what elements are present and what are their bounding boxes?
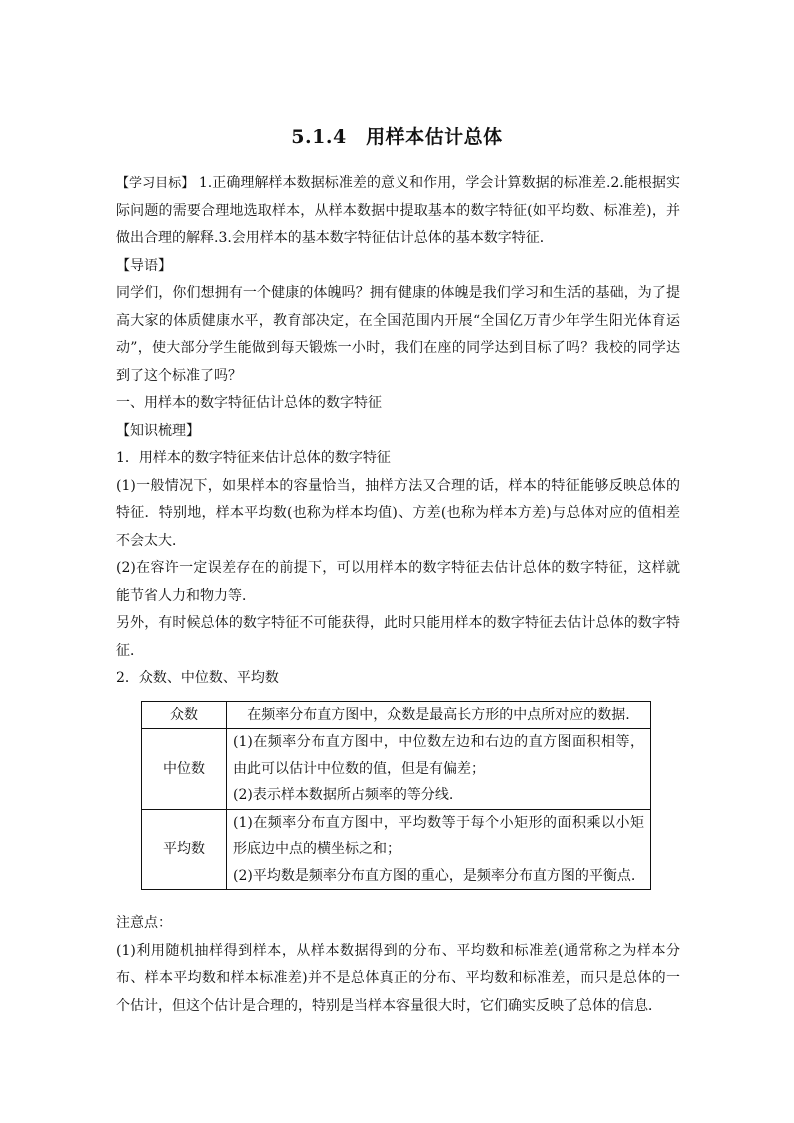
objectives-tag: 【学习目标】 <box>116 176 195 191</box>
table-desc-cell <box>227 809 651 890</box>
table-desc-line: (1)在频率分布直方图中，平均数等于每个小矩形的面积乘以小矩形底边中点的横坐标之和； <box>233 814 644 857</box>
item2-title: 2．众数、中位数、平均数 <box>116 670 279 686</box>
table-desc-line: (2)表示样本数据所占频率的等分线. <box>233 787 454 803</box>
objectives-paragraph <box>116 170 680 253</box>
notes-paragraph-1: (1)利用随机抽样得到样本，从样本数据得到的分布、平均数和标准差(通常称之为样本分布、样本平均数和样本标准差)并不是总体真正的分布、平均数和标准差，而只是总体的一个估计，但这个估计是合理的，特别是当样本容量很大时，它们确实反映了总体的信息． <box>116 942 680 1014</box>
knowledge-tag: 【知识梳理】 <box>116 422 200 439</box>
objectives-text: 1.正确理解样本数据标准差的意义和作用，学会计算数据的标准差.2.能根据实际问题的需要合理地选取样本，从样本数据中提取基本的数字特征(如平均数、标准差)，并做出合理的解释.3.会用样本的基本数字特征估计总体的基本数字特征． <box>116 175 680 246</box>
item1-paragraph-1: (1)一般情况下，如果样本的容量恰当，抽样方法又合理的话，样本的特征能够反映总体的特征．特别地，样本平均数(也称为样本均值)、方差(也称为样本方差)与总体对应的值相差不会太大． <box>116 477 680 549</box>
statistics-table <box>141 701 651 891</box>
notes-block <box>116 910 680 1020</box>
table-desc-cell <box>227 729 651 810</box>
page-title: 5.1.4 用样本估计总体 <box>291 126 503 148</box>
table-term-cell: 众数 <box>142 701 227 729</box>
section-heading: 一、用样本的数字特征估计总体的数字特征 <box>116 395 382 411</box>
table-term-cell: 中位数 <box>142 729 227 810</box>
table-row <box>142 701 651 729</box>
table-desc-cell <box>227 701 651 729</box>
item1-paragraph-3: 另外，有时候总体的数字特征不可能获得，此时只能用样本的数字特征去估计总体的数字特征． <box>116 615 680 659</box>
item1-paragraph-2: (2)在容许一定误差存在的前提下，可以用样本的数字特征去估计总体的数字特征，这样就能节省人力和物力等． <box>116 560 680 604</box>
document-body <box>116 170 680 1020</box>
intro-text: 同学们，你们想拥有一个健康的体魄吗？拥有健康的体魄是我们学习和生活的基础，为了提高大家的体质健康水平，教育部决定，在全国范围内开展“全国亿万青少年学生阳光体育运动”，使大部分学生能做到每天锻炼一小时，我们在座的同学达到目标了吗？我校的同学达到了这个标准了吗？ <box>116 285 680 384</box>
table-desc-line: 在频率分布直方图中，众数是最高长方形的中点所对应的数据. <box>247 706 630 723</box>
item1-title: 1．用样本的数字特征来估计总体的数字特征 <box>116 450 391 466</box>
table-desc-line: (1)在频率分布直方图中，中位数左边和右边的直方图面积相等，由此可以估计中位数的值，但是有偏差； <box>233 734 644 777</box>
table-term-cell: 平均数 <box>142 809 227 890</box>
table-row <box>142 729 651 810</box>
table-wrapper <box>141 701 680 891</box>
table-desc-line: (2)平均数是频率分布直方图的重心，是频率分布直方图的平衡点. <box>233 867 636 884</box>
table-row <box>142 809 651 890</box>
intro-tag: 【导语】 <box>116 257 172 274</box>
notes-heading: 注意点： <box>116 915 172 931</box>
